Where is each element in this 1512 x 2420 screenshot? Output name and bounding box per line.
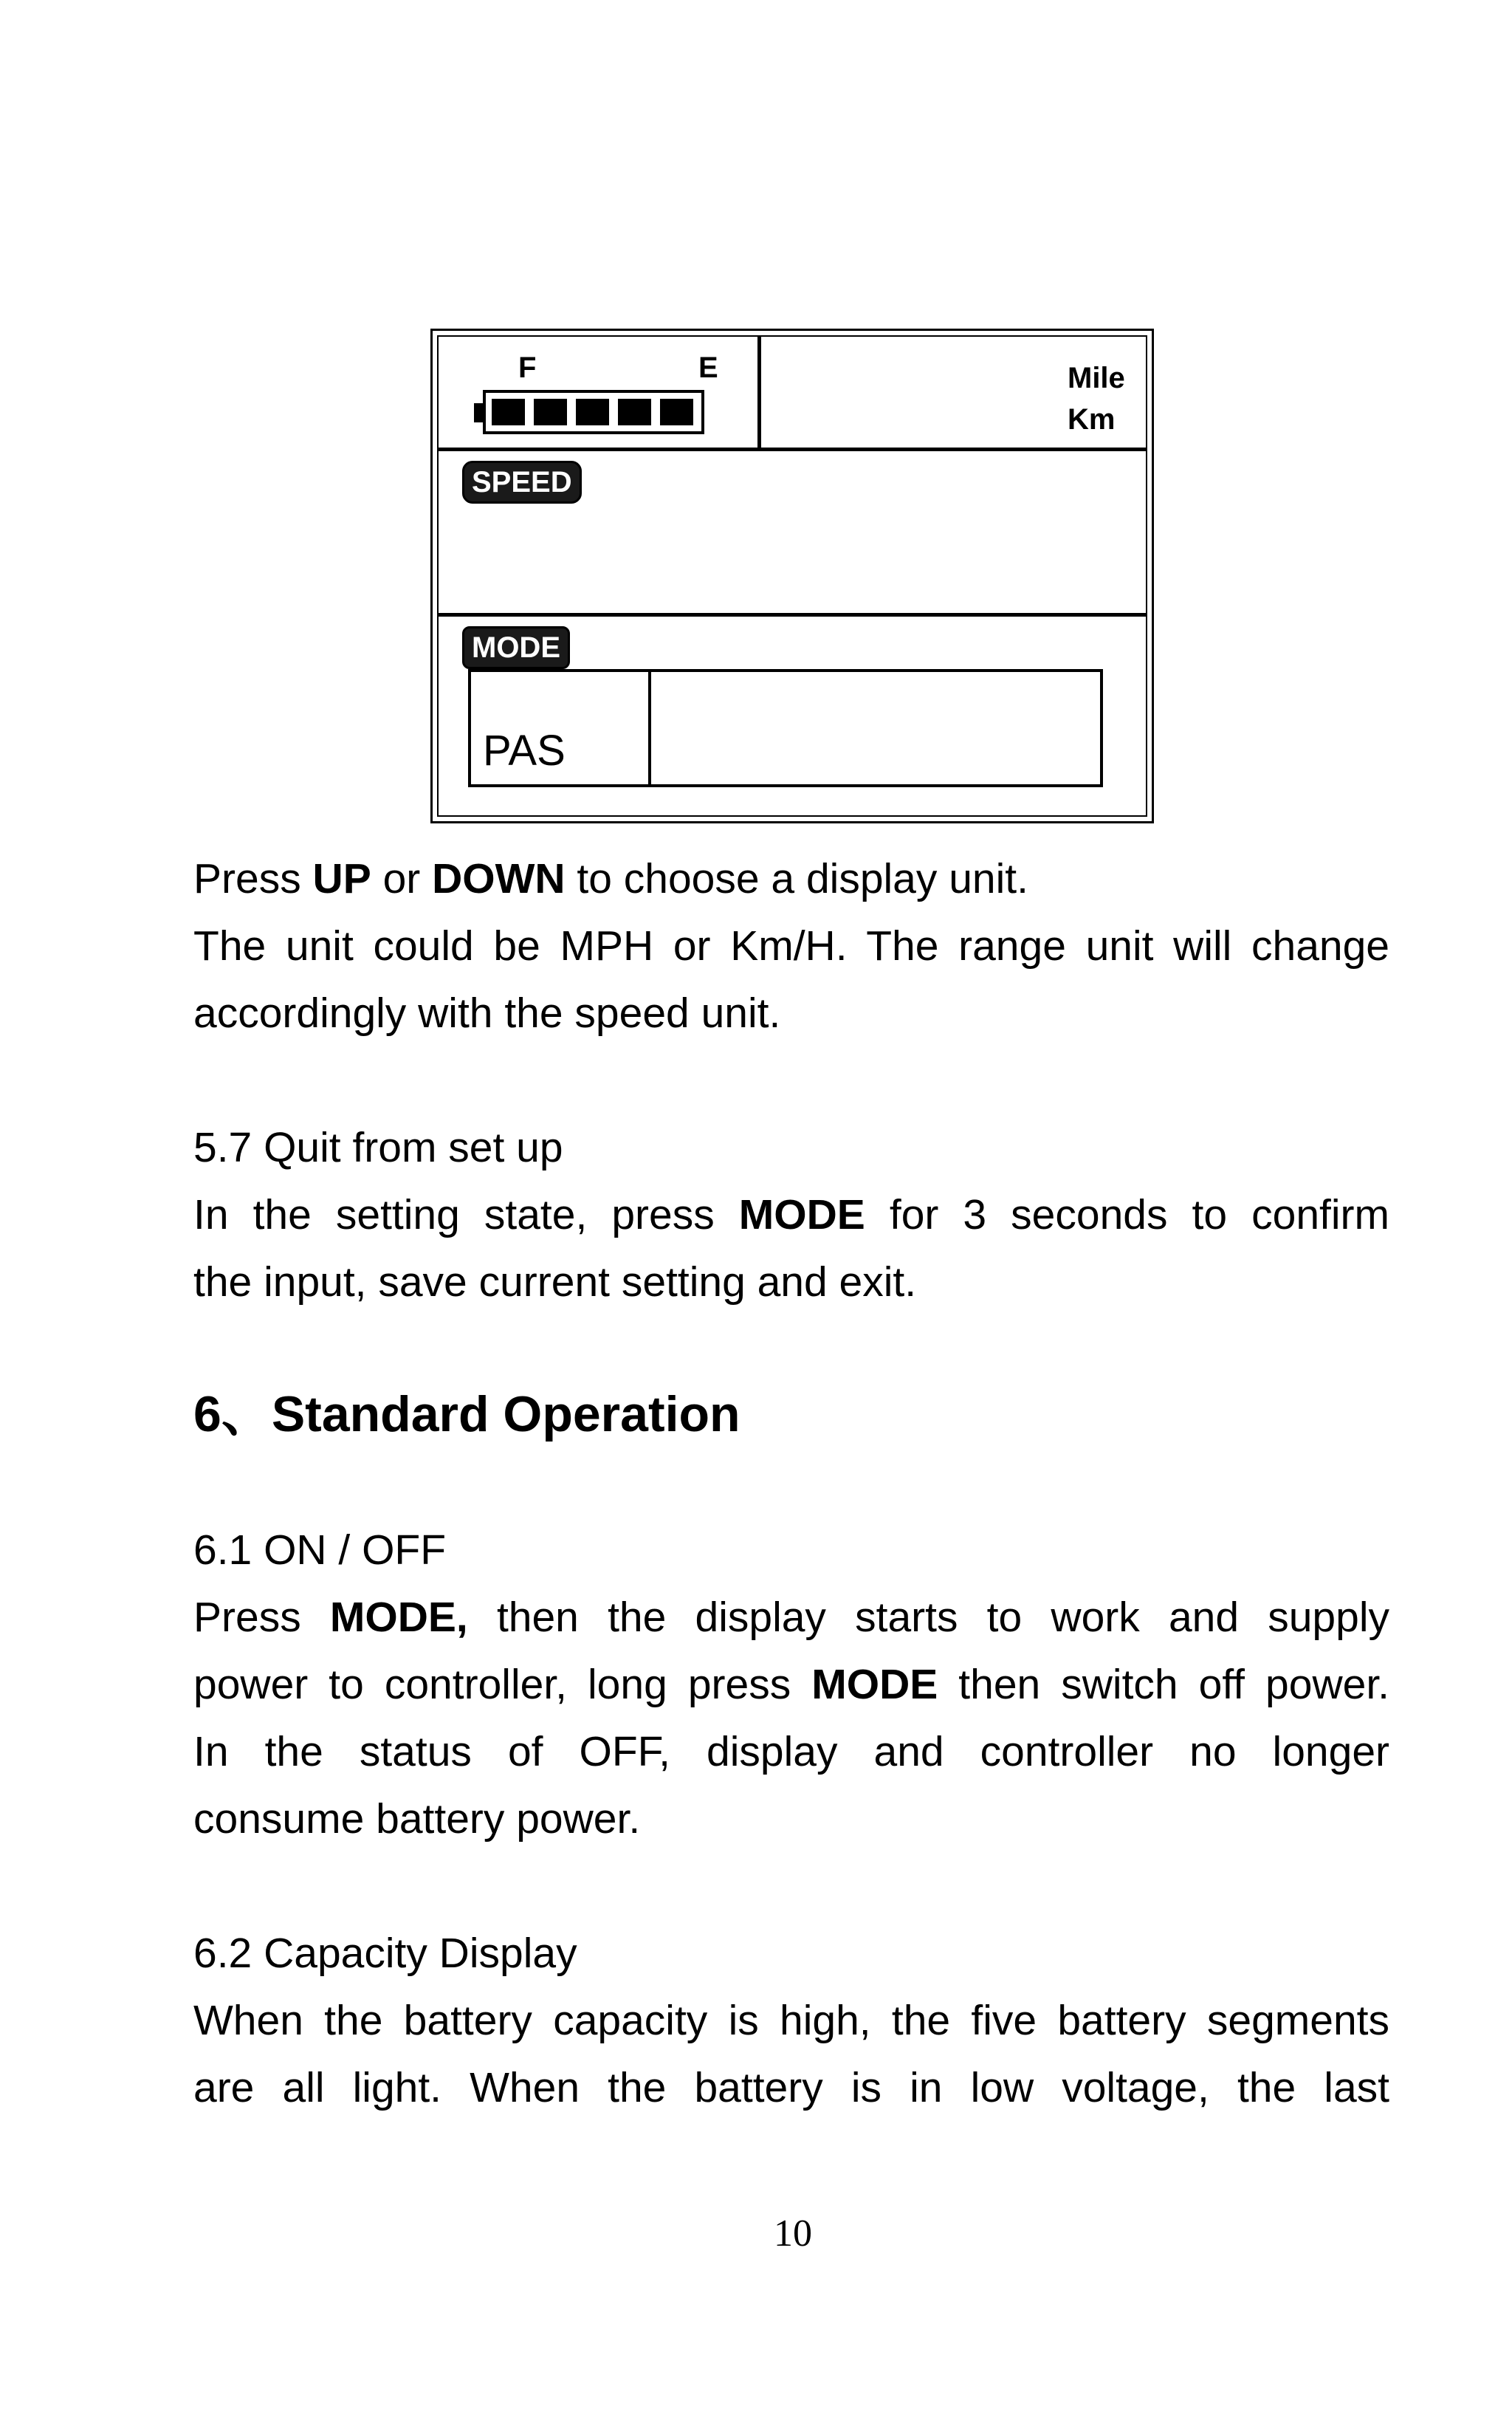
unit-km: Km: [1068, 403, 1116, 436]
mid-divider-horizontal: [439, 613, 1146, 617]
battery-segment: [492, 399, 525, 425]
section-5-7-title: 5.7 Quit from set up: [193, 1124, 563, 1171]
pas-label: PAS: [483, 727, 566, 775]
section-6-1-line-3: In the status of OFF, display and controller no longer: [193, 1728, 1389, 1775]
unit-mile: Mile: [1068, 362, 1125, 394]
section-6-1-title: 6.1 ON / OFF: [193, 1526, 447, 1574]
unit-instruction-line-1: Press UP or DOWN to choose a display unit.: [193, 855, 1028, 902]
battery-segment: [534, 399, 567, 425]
mode-badge: MODE: [462, 626, 570, 669]
lcd-frame: [437, 335, 1147, 817]
section-6-1-line-1: Press MODE, then the display starts to work and supply: [193, 1594, 1389, 1641]
section-5-7-line-1: In the setting state, press MODE for 3 seconds to confirm: [193, 1191, 1389, 1238]
lcd-display-figure: [430, 329, 1154, 823]
battery-segment: [576, 399, 609, 425]
pas-divider: [648, 672, 651, 784]
battery-empty-label: E: [698, 352, 718, 384]
pas-box: [468, 669, 1103, 787]
section-6-1-line-2: power to controller, long press MODE then switch off power.: [193, 1661, 1389, 1708]
battery-segment: [618, 399, 651, 425]
page-number: 10: [774, 2212, 812, 2255]
top-divider-vertical: [757, 337, 761, 448]
unit-instruction-line-3: accordingly with the speed unit.: [193, 990, 781, 1037]
battery-icon: [483, 390, 704, 434]
battery-full-label: F: [518, 352, 537, 384]
top-divider-horizontal: [439, 448, 1146, 451]
battery-segment: [660, 399, 693, 425]
section-6-1-line-4: consume battery power.: [193, 1795, 641, 1843]
section-6-2-line-2: are all light. When the battery is in low voltage, the last: [193, 2064, 1389, 2111]
unit-instruction-line-2: The unit could be MPH or Km/H. The range unit will change: [193, 922, 1389, 970]
section-6-2-title: 6.2 Capacity Display: [193, 1930, 577, 1977]
section-5-7-line-2: the input, save current setting and exit.: [193, 1258, 917, 1306]
speed-badge: SPEED: [462, 461, 582, 504]
section-6-2-line-1: When the battery capacity is high, the five battery segments: [193, 1997, 1389, 2044]
section-6-heading: 6、Standard Operation: [193, 1386, 740, 1442]
